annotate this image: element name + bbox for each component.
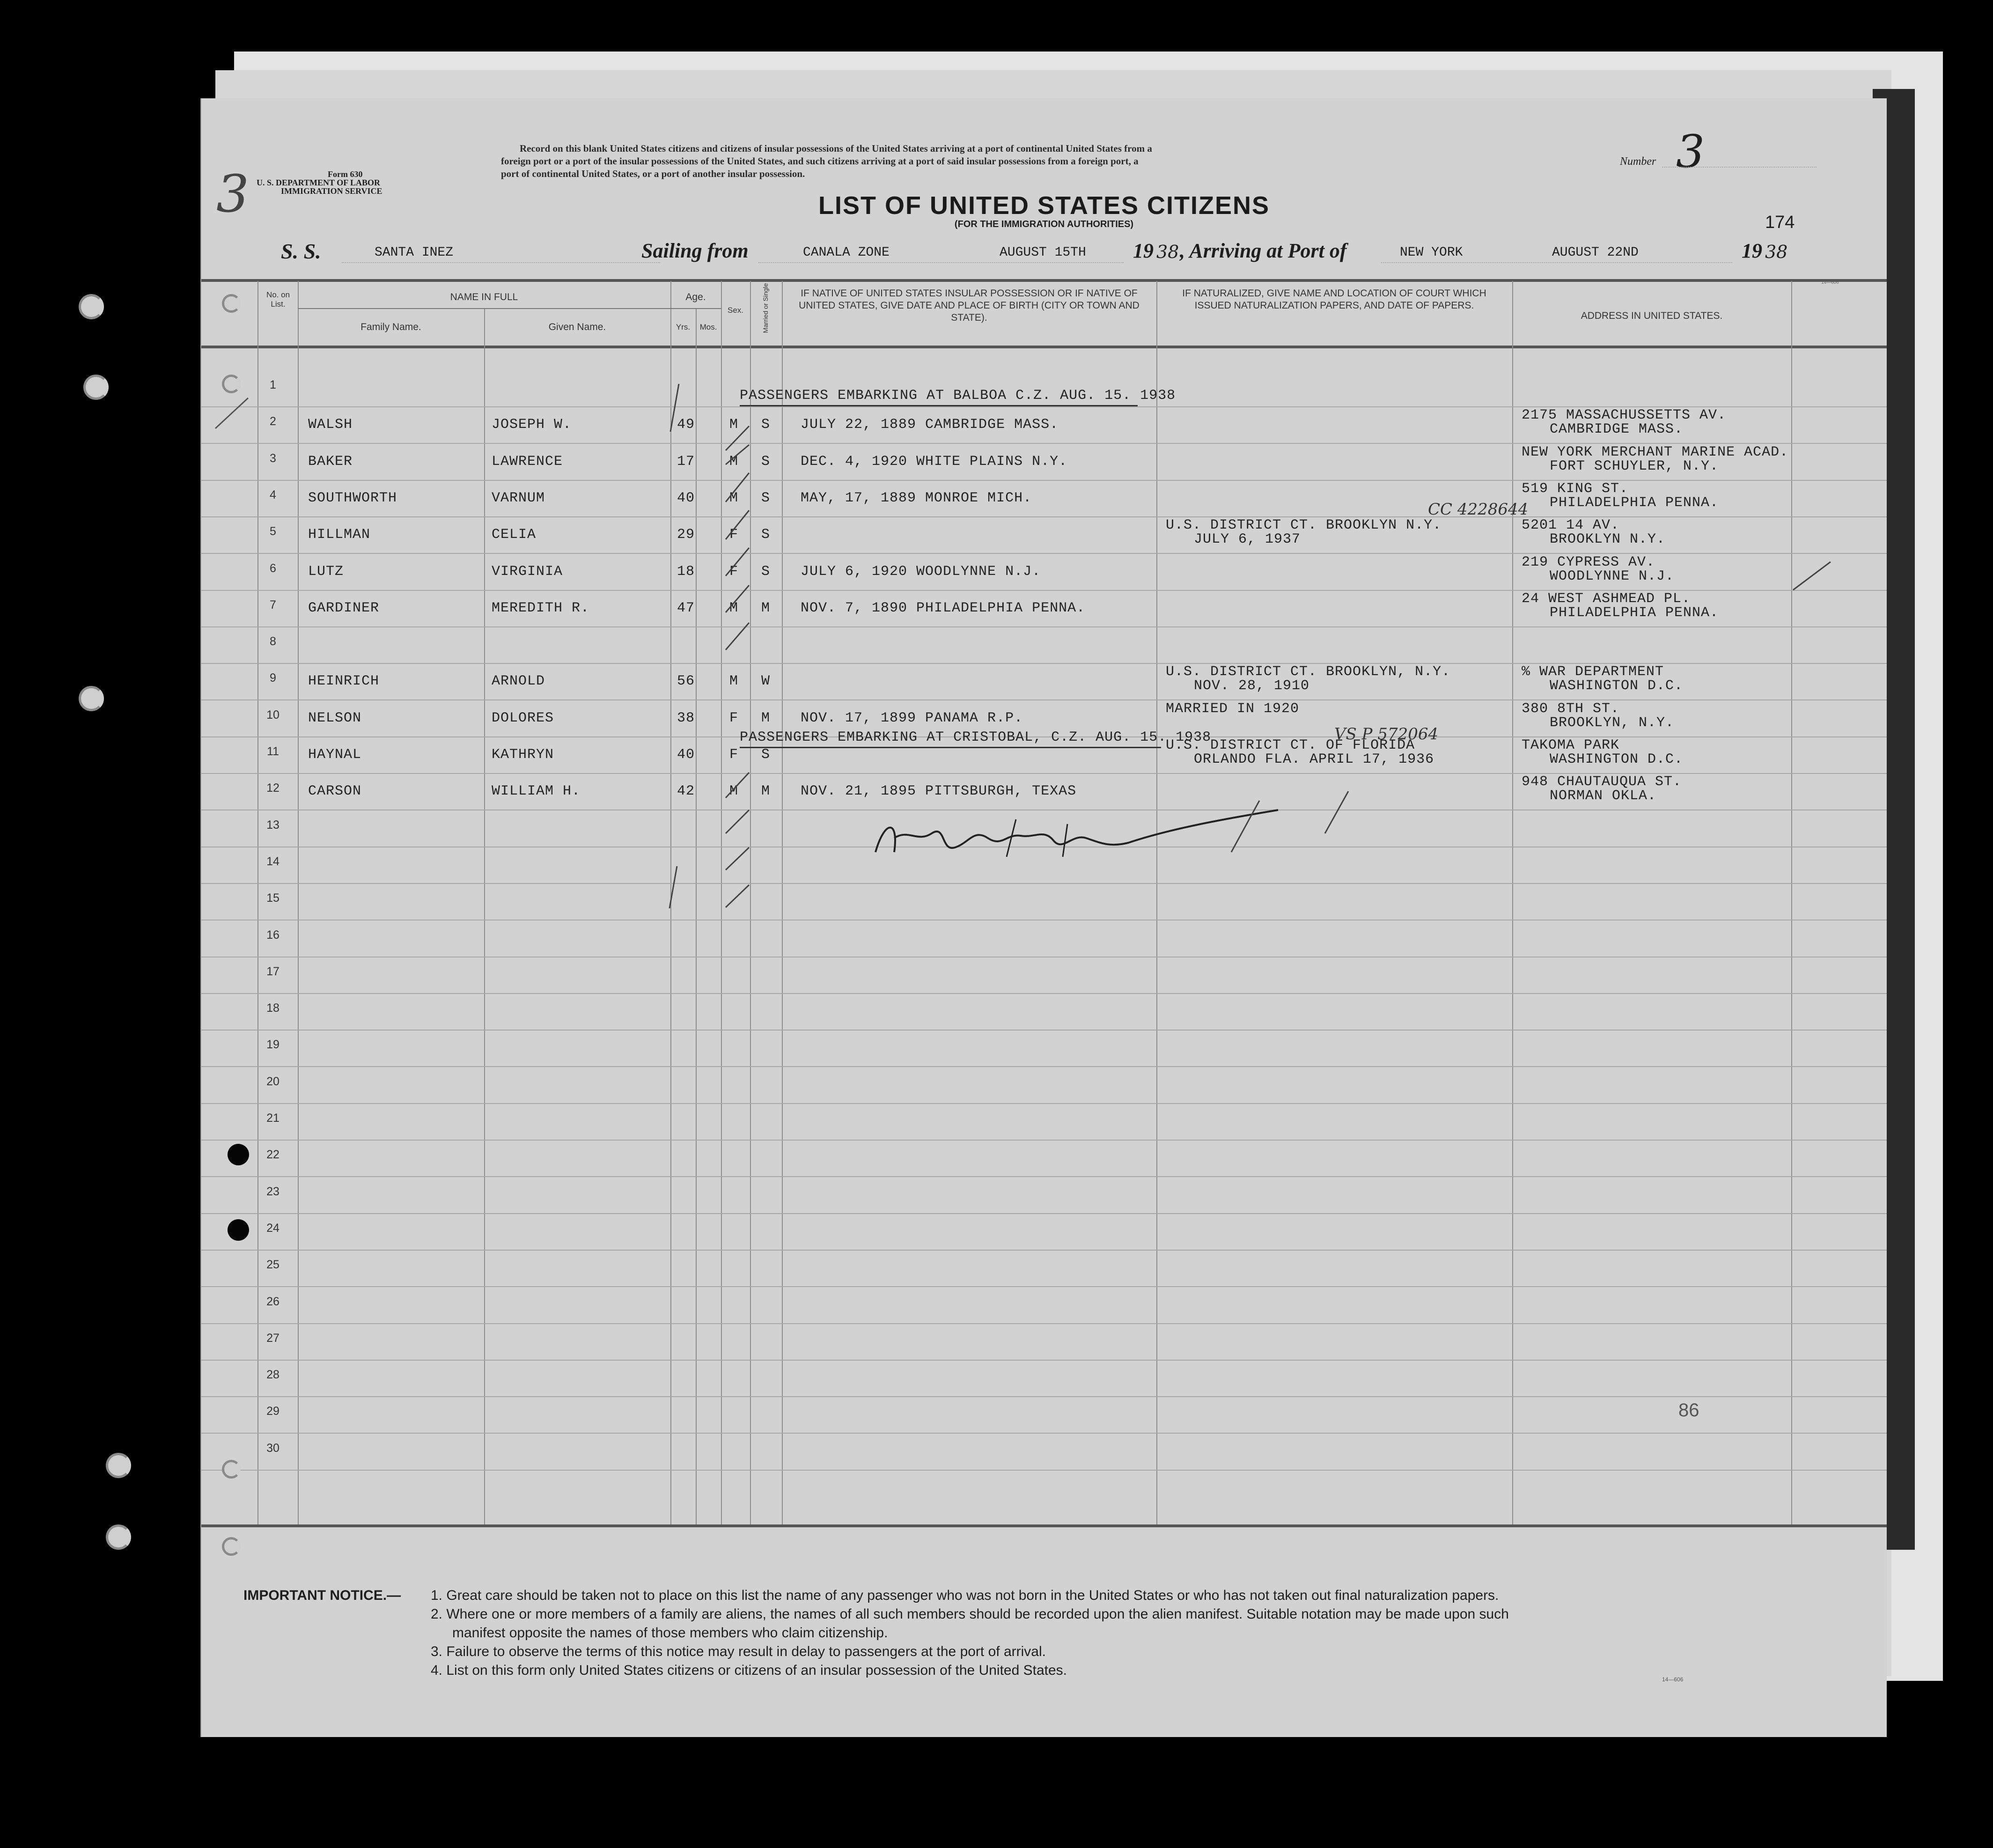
age-years: 47 — [677, 600, 695, 616]
row-number: 14 — [266, 854, 279, 868]
given-name: WILLIAM H. — [492, 783, 581, 800]
punched-hole — [228, 1144, 249, 1165]
sex: M — [729, 783, 739, 800]
address-city: FORT SCHUYLER, N.Y. — [1550, 458, 1719, 474]
row-number: 17 — [266, 964, 279, 978]
given-name: LAWRENCE — [492, 453, 563, 470]
bottom-stamp: 86 — [1678, 1400, 1699, 1421]
row-number: 7 — [270, 598, 276, 611]
naturalization-date: ORLANDO FLA. APRIL 17, 1936 — [1194, 751, 1434, 767]
marital-status: S — [761, 417, 771, 433]
family-name: CARSON — [308, 783, 362, 800]
row-number: 15 — [266, 891, 279, 905]
departure-year: 38 — [1156, 242, 1179, 262]
address-street: 948 CHAUTAUQUA ST. — [1522, 774, 1682, 790]
handwritten-cert: CC 4228644 — [1428, 500, 1529, 519]
row-number: 9 — [270, 671, 276, 685]
row-number: 6 — [270, 561, 276, 575]
sex: F — [729, 563, 739, 580]
row-number: 20 — [266, 1075, 279, 1088]
naturalization-date: NOV. 28, 1910 — [1194, 678, 1310, 694]
row-number: 2 — [270, 415, 276, 428]
address-city: WOODLYNNE N.J. — [1550, 568, 1675, 584]
binder-hole — [83, 375, 109, 400]
row-number: 12 — [266, 781, 279, 795]
row-number: 16 — [266, 928, 279, 942]
given-name: KATHRYN — [492, 747, 554, 763]
birth-info: NOV. 21, 1895 PITTSBURGH, TEXAS — [801, 783, 1077, 800]
header-years: Yrs. — [676, 323, 691, 331]
address-street: 219 CYPRESS AV. — [1522, 554, 1655, 570]
sailing-label: Sailing from — [641, 239, 749, 262]
notice-label: IMPORTANT NOTICE.— — [243, 1588, 401, 1603]
address-street: 24 WEST ASHMEAD PL. — [1522, 590, 1691, 607]
address-city: PHILADELPHIA PENNA. — [1550, 604, 1719, 621]
header-sex: Sex. — [727, 306, 744, 315]
marital-status: S — [761, 453, 771, 470]
given-name: VARNUM — [492, 490, 545, 506]
header-name-in-full: NAME IN FULL — [450, 292, 518, 302]
age-years: 42 — [677, 783, 695, 800]
age-years: 29 — [677, 527, 695, 543]
header-months: Mos. — [699, 323, 717, 331]
family-name: SOUTHWORTH — [308, 490, 397, 506]
corner-mark: 3 — [216, 164, 249, 224]
row-number: 21 — [266, 1112, 279, 1125]
sex: M — [729, 453, 739, 470]
header-married-single: Married or Single — [762, 283, 769, 333]
birth-info: MAY, 17, 1889 MONROE MICH. — [801, 490, 1032, 506]
notice-item: 1. Great care should be taken not to place on this list the name of any passenger who was not born in the United States or who has not taken out final naturalization papers. — [431, 1588, 1499, 1603]
birth-info: JULY 6, 1920 WOODLYNNE N.J. — [801, 563, 1041, 580]
family-name: HEINRICH — [308, 673, 380, 690]
binder-hole — [222, 294, 241, 313]
row-number: 25 — [266, 1258, 279, 1272]
age-years: 40 — [677, 747, 695, 763]
notice-item: 2. Where one or more members of a family are aliens, the names of all such members should be recorded upon the alien manifest. Suitable notation may be made upon such — [431, 1606, 1509, 1622]
birth-info: DEC. 4, 1920 WHITE PLAINS N.Y. — [801, 453, 1068, 470]
family-name: BAKER — [308, 453, 353, 470]
header-family-name: Family Name. — [360, 322, 421, 332]
family-name: HAYNAL — [308, 747, 362, 763]
address-street: % WAR DEPARTMENT — [1522, 664, 1664, 680]
age-years: 17 — [677, 453, 695, 470]
row-number: 3 — [270, 451, 276, 465]
sex: M — [729, 490, 739, 506]
section-header-cristobal: PASSENGERS EMBARKING AT CRISTOBAL, C.Z. AUG. 15. 1938 — [740, 729, 1212, 745]
arrival-date: AUGUST 22ND — [1552, 245, 1639, 260]
header-naturalized: IF NATURALIZED, GIVE NAME AND LOCATION OF COURT WHICH ISSUED NATURALIZATION PAPERS, AND DATE OF PAPERS. — [1182, 288, 1486, 311]
notice-list — [431, 1586, 1882, 1680]
row-number: 5 — [270, 525, 276, 538]
binder-hole — [222, 1537, 241, 1556]
address-city: PHILADELPHIA PENNA. — [1550, 494, 1719, 511]
binder-hole — [106, 1524, 131, 1550]
birth-info: JULY 22, 1889 CAMBRIDGE MASS. — [801, 417, 1059, 433]
marital-status: S — [761, 747, 771, 763]
arrival-year: 38 — [1765, 242, 1788, 262]
naturalization-court: U.S. DISTRICT CT. BROOKLYN, N.Y. — [1166, 664, 1451, 680]
row-number: 30 — [266, 1441, 279, 1455]
marital-status: S — [761, 527, 771, 543]
binder-hole — [106, 1453, 131, 1478]
arrival-year-prefix: 19 — [1742, 239, 1762, 262]
given-name: ARNOLD — [492, 673, 545, 690]
family-name: HILLMAN — [308, 527, 371, 543]
given-name: VIRGINIA — [492, 563, 563, 580]
row-number: 19 — [266, 1038, 279, 1052]
notice-item: manifest opposite the names of those members who claim citizenship. — [452, 1625, 888, 1641]
service-name: IMMIGRATION SERVICE — [281, 186, 382, 196]
age-years: 18 — [677, 563, 695, 580]
page-title: LIST OF UNITED STATES CITIZENS — [818, 191, 1270, 220]
row-number: 18 — [266, 1001, 279, 1015]
sex: F — [729, 747, 739, 763]
departure-date: AUGUST 15TH — [1000, 245, 1086, 260]
row-number: 27 — [266, 1331, 279, 1345]
sex: M — [729, 673, 739, 690]
row-number: 4 — [270, 488, 276, 501]
sex: M — [729, 417, 739, 433]
instruction-line: Record on this blank United States citizens and citizens of insular possessions of the United States arriving at a port of continental United States from a — [520, 143, 1152, 154]
address-street: TAKOMA PARK — [1522, 737, 1620, 753]
age-years: 56 — [677, 673, 695, 690]
row-number: 8 — [270, 635, 276, 648]
sex: F — [729, 527, 739, 543]
marital-status: S — [761, 490, 771, 506]
address-city: BROOKLYN, N.Y. — [1550, 714, 1675, 731]
ss-label: S. S. — [281, 239, 321, 263]
binder-hole — [222, 1460, 241, 1479]
punched-hole — [228, 1219, 249, 1241]
instruction-line: foreign port or a port of the insular possessions of the United States, and such citizens arriving at a port of said insular possessions from a foreign port, a — [501, 155, 1139, 167]
given-name: CELIA — [492, 527, 537, 543]
notice-code: 14—606 — [1662, 1676, 1684, 1683]
row-number: 11 — [267, 745, 279, 758]
age-years: 49 — [677, 417, 695, 433]
page-stamp: 174 — [1765, 213, 1795, 232]
header-print-code: 14—606 — [1821, 280, 1839, 285]
family-name: NELSON — [308, 710, 362, 726]
naturalization-court: MARRIED IN 1920 — [1166, 700, 1300, 717]
address-street: NEW YORK MERCHANT MARINE ACAD. — [1522, 444, 1789, 460]
naturalization-court: U.S. DISTRICT CT. BROOKLYN N.Y. — [1166, 517, 1442, 534]
binder-hole — [79, 686, 104, 711]
family-name: WALSH — [308, 417, 353, 433]
department-name: U. S. DEPARTMENT OF LABOR — [257, 178, 381, 187]
birth-info: NOV. 17, 1899 PANAMA R.P. — [801, 710, 1023, 726]
given-name: MEREDITH R. — [492, 600, 590, 616]
address-city: WASHINGTON D.C. — [1550, 751, 1684, 767]
header-address: ADDRESS IN UNITED STATES. — [1581, 310, 1723, 321]
row-number: 29 — [266, 1405, 279, 1418]
departure-port: CANALA ZONE — [803, 245, 890, 260]
header-given-name: Given Name. — [548, 322, 606, 332]
departure-year-prefix: 19 — [1133, 239, 1154, 262]
notice-item: 4. List on this form only United States citizens or citizens of an insular possession of the United States. — [431, 1663, 1067, 1678]
row-number: 28 — [266, 1368, 279, 1382]
age-years: 38 — [677, 710, 695, 726]
binder-hole — [222, 375, 241, 393]
check-marks — [201, 98, 1887, 1550]
address-city: NORMAN OKLA. — [1550, 788, 1657, 804]
header-birth: IF NATIVE OF UNITED STATES INSULAR POSSESSION OR IF NATIVE OF UNITED STATES, GIVE DATE AND PLACE OF BIRTH (CITY OR TOWN AND STATE). — [799, 288, 1140, 323]
row-number: 1 — [270, 378, 276, 391]
address-street: 380 8TH ST. — [1522, 700, 1620, 717]
given-name: JOSEPH W. — [492, 417, 572, 433]
naturalization-court: U.S. DISTRICT CT. OF FLORIDA — [1166, 737, 1415, 753]
address-city: WASHINGTON D.C. — [1550, 678, 1684, 694]
marital-status: M — [761, 783, 771, 800]
marital-status: W — [761, 673, 771, 690]
address-street: 5201 14 AV. — [1522, 517, 1620, 534]
address-city: BROOKLYN N.Y. — [1550, 531, 1666, 548]
sex: F — [729, 710, 739, 726]
row-number: 24 — [266, 1221, 279, 1235]
notice-item: 3. Failure to observe the terms of this notice may result in delay to passengers at the port of arrival. — [431, 1644, 1046, 1659]
form-number: Form 630 — [328, 169, 363, 179]
row-number: 23 — [266, 1185, 279, 1198]
age-years: 40 — [677, 490, 695, 506]
marital-status: S — [761, 563, 771, 580]
family-name: GARDINER — [308, 600, 380, 616]
address-city: CAMBRIDGE MASS. — [1550, 421, 1684, 438]
sex: M — [729, 600, 739, 616]
arriving-label: , Arriving at Port of — [1180, 239, 1347, 262]
handwritten-cert: VS P 572064 — [1334, 725, 1439, 744]
birth-info: NOV. 7, 1890 PHILADELPHIA PENNA. — [801, 600, 1086, 616]
address-street: 2175 MASSACHUSSETTS AV. — [1522, 407, 1727, 424]
binder-hole — [79, 294, 104, 319]
number-value: 3 — [1676, 125, 1705, 178]
marital-status: M — [761, 710, 771, 726]
manifest-page — [200, 98, 1887, 1737]
page-subtitle: (FOR THE IMMIGRATION AUTHORITIES) — [954, 219, 1134, 229]
row-number: 10 — [266, 708, 279, 722]
instruction-line: port of continental United States, or a port of another insular possession. — [501, 168, 805, 179]
number-label: Number — [1620, 155, 1656, 168]
header-no: No. on List. — [266, 290, 290, 309]
ship-name: SANTA INEZ — [375, 245, 454, 260]
naturalization-date: JULY 6, 1937 — [1194, 531, 1301, 548]
header-age: Age. — [685, 292, 706, 302]
given-name: DOLORES — [492, 710, 554, 726]
family-name: LUTZ — [308, 563, 344, 580]
section-header-balboa: PASSENGERS EMBARKING AT BALBOA C.Z. AUG. 15. 1938 — [740, 388, 1176, 404]
arrival-port: NEW YORK — [1400, 245, 1463, 260]
row-number: 13 — [266, 818, 279, 832]
marital-status: M — [761, 600, 771, 616]
row-number: 26 — [266, 1295, 279, 1308]
address-street: 519 KING ST. — [1522, 480, 1629, 497]
row-number: 22 — [266, 1148, 279, 1162]
